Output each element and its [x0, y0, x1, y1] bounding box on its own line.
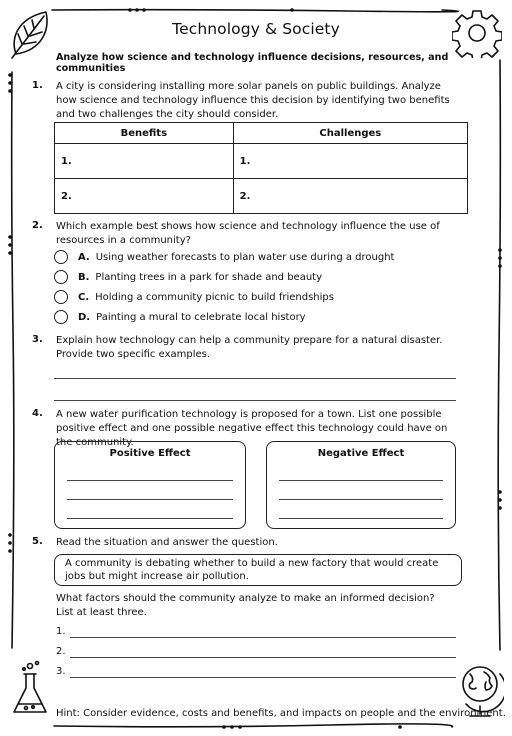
option-c[interactable]	[54, 289, 334, 305]
answer-line[interactable]	[67, 480, 233, 481]
option-text: Holding a community picnic to build friendships	[95, 291, 334, 303]
positive-effect-title: Positive Effect	[109, 448, 191, 459]
flask-icon	[10, 660, 52, 720]
radio-circle[interactable]	[54, 310, 68, 324]
benefit-cell-1[interactable]: 1.	[55, 144, 234, 179]
question-2-number: 2.	[32, 220, 43, 231]
table-header-benefits: Benefits	[55, 123, 234, 144]
page-subtitle: Analyze how science and technology influence decisions, resources, and communities	[56, 52, 449, 74]
answer-line[interactable]	[279, 480, 443, 481]
option-letter: B.	[78, 271, 90, 283]
option-text: Planting trees in a park for shade and beauty	[95, 271, 323, 283]
benefit-cell-2[interactable]: 2.	[55, 179, 234, 214]
benefits-challenges-table	[54, 122, 468, 214]
question-1-text: A city is considering installing more solar panels on public buildings. Analyze how science and technology influence this decision by identifying two benefits and two challenges the city should consider.	[56, 81, 450, 120]
list-number-3: 3.	[56, 666, 66, 677]
question-3-text: Explain how technology can help a community prepare for a natural disaster. Provide two specific examples.	[56, 335, 443, 360]
challenge-cell-1[interactable]: 1.	[233, 144, 467, 179]
challenge-cell-2[interactable]: 2.	[233, 179, 467, 214]
option-letter: D.	[78, 311, 91, 323]
option-a[interactable]	[54, 249, 394, 265]
positive-effect-box	[54, 441, 246, 529]
list-number-1: 1.	[56, 626, 66, 637]
question-5-text: Read the situation and answer the question.	[56, 537, 278, 548]
answer-line[interactable]	[70, 657, 456, 658]
radio-circle[interactable]	[54, 290, 68, 304]
option-b[interactable]	[54, 269, 322, 285]
option-text: Using weather forecasts to plan water use during a drought	[95, 251, 395, 263]
answer-line[interactable]	[70, 637, 456, 638]
negative-effect-title: Negative Effect	[317, 448, 405, 459]
hint-text: Hint: Consider evidence, costs and benefits, and impacts on people and the environment.	[56, 708, 506, 719]
radio-circle[interactable]	[54, 250, 68, 264]
question-5-prompt: What factors should the community analyze to make an informed decision? List at least three.	[56, 593, 435, 618]
option-letter: A.	[78, 251, 90, 263]
answer-line[interactable]	[70, 677, 456, 678]
answer-line[interactable]	[279, 499, 443, 500]
option-letter: C.	[78, 291, 90, 303]
option-text: Painting a mural to celebrate local history	[96, 311, 306, 323]
answer-line[interactable]	[54, 378, 456, 379]
question-2-text: Which example best shows how science and technology influence the use of resources in a community?	[56, 221, 440, 246]
answer-line[interactable]	[67, 518, 233, 519]
list-number-2: 2.	[56, 646, 66, 657]
page-title: Technology & Society	[172, 20, 340, 38]
question-4-text: A new water purification technology is proposed for a town. List one possible positive effect and one possible negative effect this technology could have on the community.	[56, 409, 448, 448]
radio-circle[interactable]	[54, 270, 68, 284]
answer-line[interactable]	[67, 499, 233, 500]
question-3-number: 3.	[32, 334, 43, 345]
table-row	[55, 179, 468, 214]
answer-line[interactable]	[279, 518, 443, 519]
question-5-number: 5.	[32, 536, 43, 547]
question-1-number: 1.	[32, 80, 43, 91]
table-row	[55, 144, 468, 179]
option-d[interactable]	[54, 309, 306, 325]
situation-box: A community is debating whether to build a new factory that would create jobs but might increase air pollution.	[54, 554, 462, 586]
question-4-number: 4.	[32, 408, 43, 419]
negative-effect-box	[266, 441, 456, 529]
table-header-challenges: Challenges	[233, 123, 467, 144]
answer-line[interactable]	[54, 400, 456, 401]
table-header-row	[55, 123, 468, 144]
